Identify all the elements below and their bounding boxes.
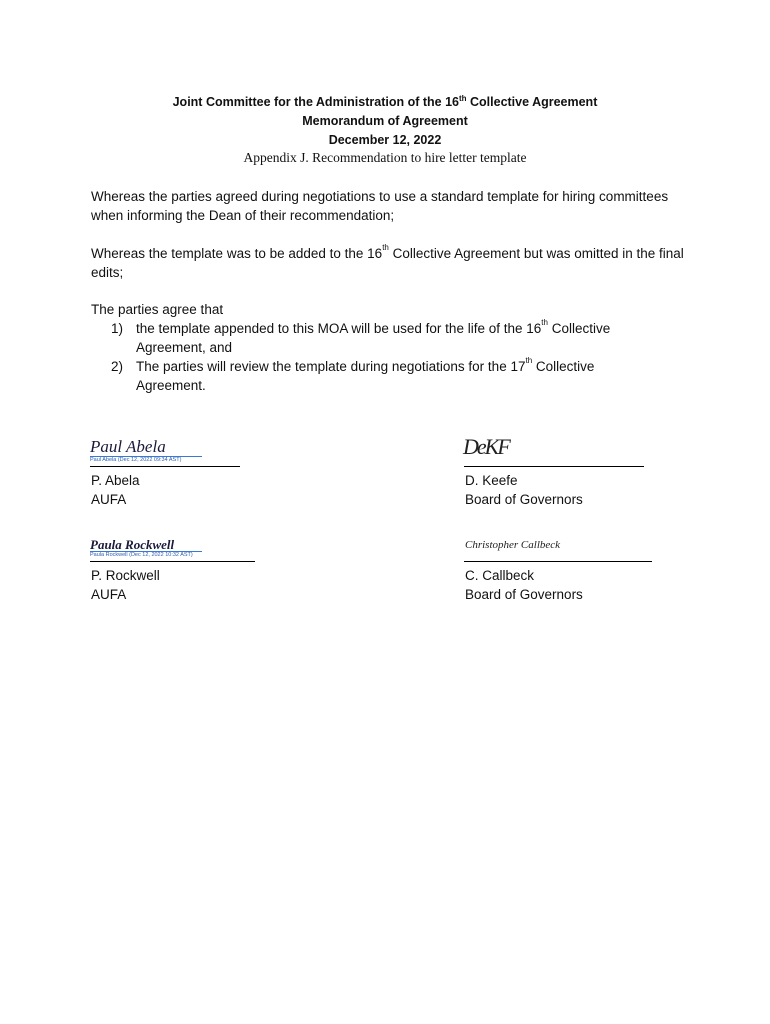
document-page: Joint Committee for the Administration of the 16th Collective Agreement Memorandum of Agreement December 12, 2022 Appendix J. Recommendation to hire letter template Whereas the parties agreed during negotiations to use a standard template for hiring committees when informing the Dean of their recommendation; Whereas the template was to be added to the 16th Collective Agreement but was omitted in the final edits; The parties agree that 1) the template appended to this MOA will be used for the life of the 16th Collective Agreement, and 2) The parties will review the template during negotiations for the 17th Collective Agreement. Paul Abela Paul Abela (Dec 12, 2022 09:34 AST) P. Abela AUFA DeKF D. Keefe Board of Governors Paula Rockwell Paula Rockwell (Dec 12, 2022 10:32 AST) P. Rockwell AUFA Christopher Callbeck C. Callbeck Board of Governors	[0, 0, 770, 1024]
signature-line	[464, 561, 652, 562]
handwritten-signature-callbeck: Christopher Callbeck	[465, 539, 561, 551]
document-date: December 12, 2022	[328, 133, 442, 147]
esignature-rockwell: Paula Rockwell Paula Rockwell (Dec 12, 2022 10:32 AST)	[90, 538, 202, 559]
signer-org: AUFA	[91, 492, 127, 507]
signer-org: Board of Governors	[465, 492, 583, 507]
signer-org: AUFA	[91, 587, 127, 602]
handwritten-signature-keefe: DeKF	[463, 434, 509, 459]
signature-line	[90, 561, 255, 562]
signer-name: C. Callbeck	[465, 568, 535, 583]
signer-name: P. Rockwell	[91, 568, 160, 583]
signer-name: P. Abela	[91, 473, 140, 488]
paragraph-2: Whereas the template was to be added to the 16th Collective Agreement but was omitted in the final edits;	[91, 243, 684, 280]
signer-org: Board of Governors	[465, 587, 583, 602]
signature-line	[464, 466, 644, 467]
document-subtitle: Memorandum of Agreement	[302, 114, 468, 128]
signer-name: D. Keefe	[465, 473, 518, 488]
appendix-heading: Appendix J. Recommendation to hire letter template	[243, 150, 527, 165]
paragraph-3: The parties agree that	[91, 302, 224, 317]
signature-line	[90, 466, 240, 467]
paragraph-1: Whereas the parties agreed during negotiations to use a standard template for hiring committees when informing the Dean of their recommendation;	[91, 189, 669, 223]
esignature-abela: Paul Abela Paul Abela (Dec 12, 2022 09:34 AST)	[90, 438, 202, 464]
document-title: Joint Committee for the Administration of the 16th Collective Agreement	[172, 94, 598, 109]
